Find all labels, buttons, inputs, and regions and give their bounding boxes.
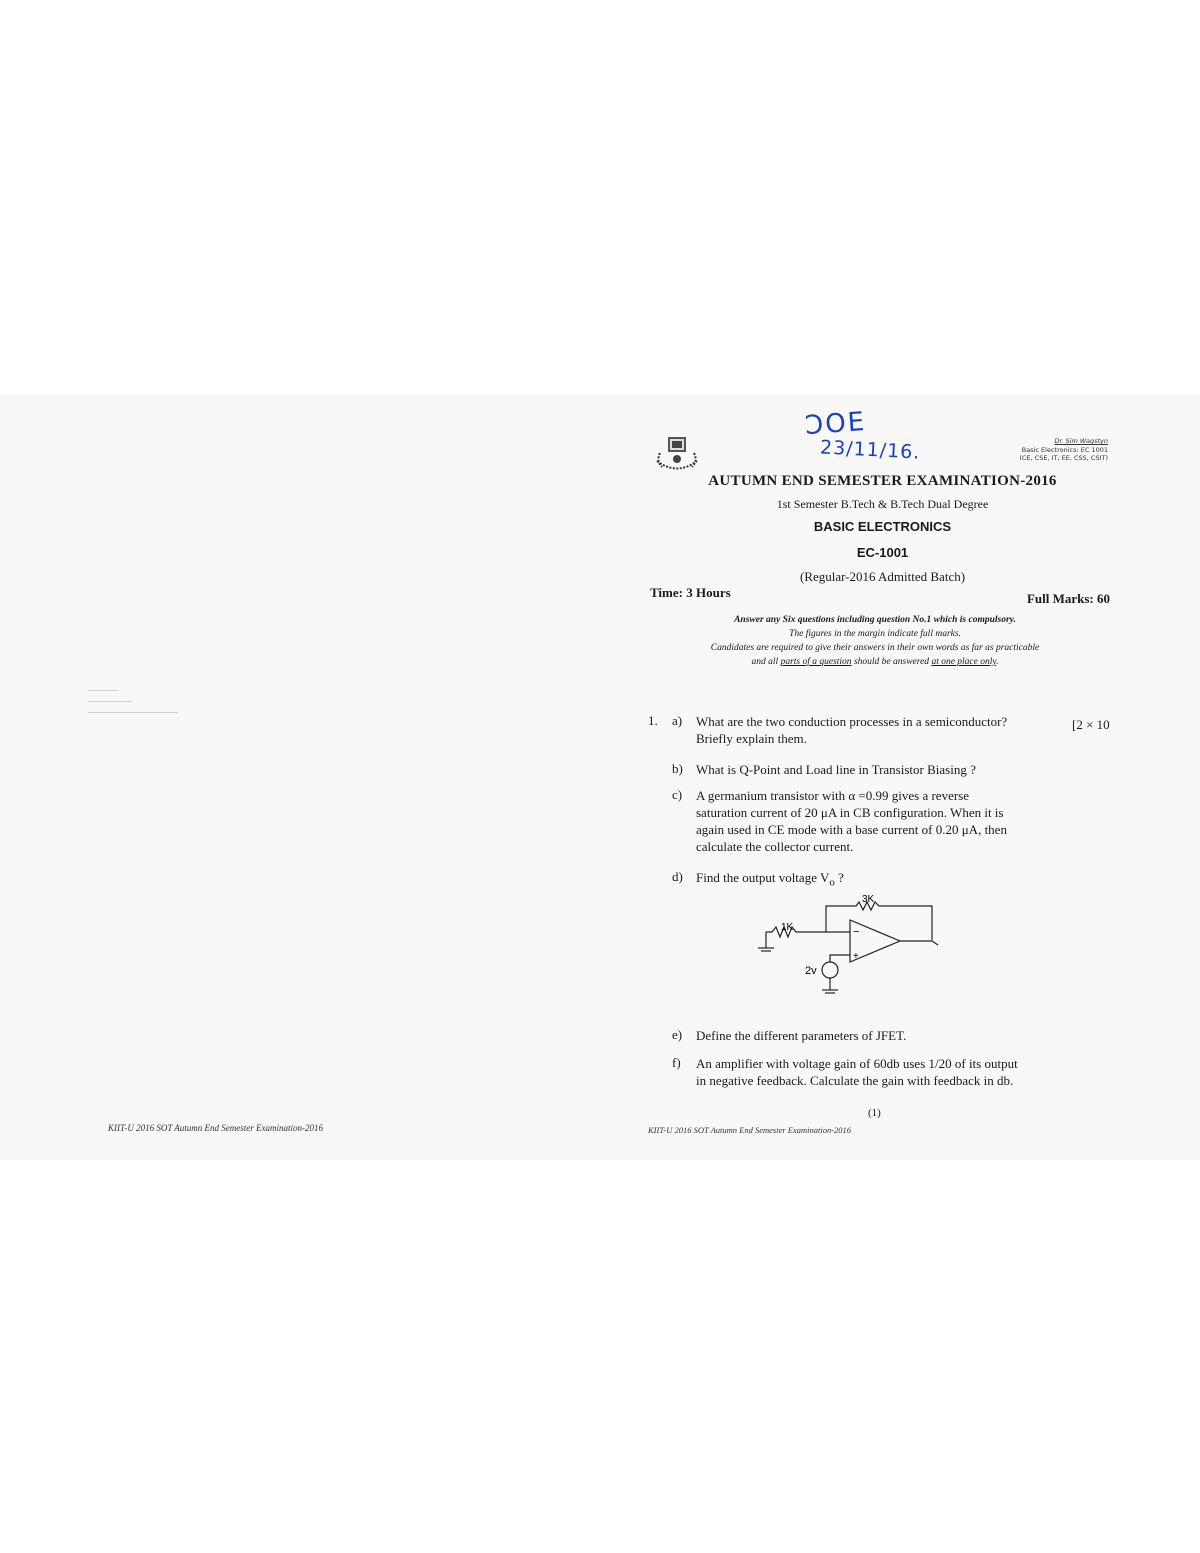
course-reference	[1000, 437, 1108, 463]
question-part-b: What is Q-Point and Load line in Transistor Biasing ?	[696, 762, 976, 777]
footer-right: KIIT-U 2016 SOT Autumn End Semester Examination-2016	[648, 1125, 852, 1135]
footer-left: KIIT-U 2016 SOT Autumn End Semester Examination-2016	[108, 1123, 323, 1133]
exam-page	[600, 395, 1200, 1160]
scanned-sheet	[0, 395, 1200, 1160]
part-label-f: f)	[672, 1055, 681, 1070]
output-wire	[900, 941, 938, 945]
batch-line: (Regular-2016 Admitted Batch)	[799, 569, 966, 584]
part-label-d: d)	[672, 869, 683, 884]
noninverting-input: +	[853, 951, 859, 962]
question-part-c: A germanium transistor with α =0.99 gives a reverse saturation current of 20 μA in CB configuration. When it is again used in CE mode with a base current of 0.20 μA, then calculate the collector current.	[696, 788, 1007, 854]
instructions	[640, 613, 1110, 669]
feedback-resistor-label: 3K	[862, 894, 875, 905]
university-logo	[652, 431, 702, 473]
input-resistor	[766, 927, 850, 937]
question-part-f: An amplifier with voltage gain of 60db uses 1/20 of its output in negative feedback. Calculate the gain with feedback in db.	[696, 1056, 1018, 1088]
question-part-e: Define the different parameters of JFET.	[696, 1028, 907, 1043]
left-blank-page	[0, 395, 600, 1160]
voltage-source	[822, 962, 838, 978]
input-resistor-label: 1K	[781, 922, 794, 933]
ref-course: Basic Electronics: EC 1001	[1021, 445, 1108, 454]
handwritten-line-1: ƆOE	[804, 406, 868, 442]
subject-code: EC-1001	[856, 545, 909, 560]
exam-title: AUTUMN END SEMESTER EXAMINATION-2016	[708, 473, 1057, 489]
instruction-4: and all parts of a question should be answered at one place only.	[751, 657, 999, 667]
subject-title: BASIC ELECTRONICS	[813, 519, 952, 534]
part-label-a: a)	[672, 713, 683, 728]
question-part-a: What are the two conduction processes in a semiconductor? Briefly explain them.	[696, 714, 1008, 746]
ref-branches: (CE, CSE, IT, EE, CSS, CSIT)	[1019, 454, 1108, 462]
handwritten-annotation	[775, 406, 925, 469]
instruction-1: Answer any Six questions including question No.1 which is compulsory.	[734, 615, 1016, 625]
semester-line: 1st Semester B.Tech & B.Tech Dual Degree	[776, 497, 989, 511]
inverting-input: −	[853, 926, 860, 938]
source-label: 2v	[805, 965, 817, 977]
question-part-d: Find the output voltage $V_o$ ?	[696, 870, 844, 889]
opamp-circuit	[750, 890, 950, 1005]
part-label-e: e)	[672, 1027, 683, 1042]
page-number: (1)	[868, 1107, 881, 1119]
instruction-3: Candidates are required to give their answers in their own words as far as practicable	[710, 643, 1040, 653]
part-label-c: c)	[672, 787, 683, 802]
scan-artifacts	[88, 690, 178, 723]
part-label-b: b)	[672, 761, 683, 776]
full-marks: Full Marks: 60	[1026, 591, 1110, 606]
exam-time: Time: 3 Hours	[650, 585, 731, 600]
question-number: 1.	[648, 713, 658, 728]
feedback-path	[826, 902, 932, 940]
instruction-2: The figures in the margin indicate full marks.	[789, 629, 961, 639]
question-marks: [2 × 10	[1072, 717, 1110, 732]
ref-name: Dr. Sim Wagstyn	[1054, 437, 1108, 445]
handwritten-date: 23/11/16.	[819, 436, 921, 464]
